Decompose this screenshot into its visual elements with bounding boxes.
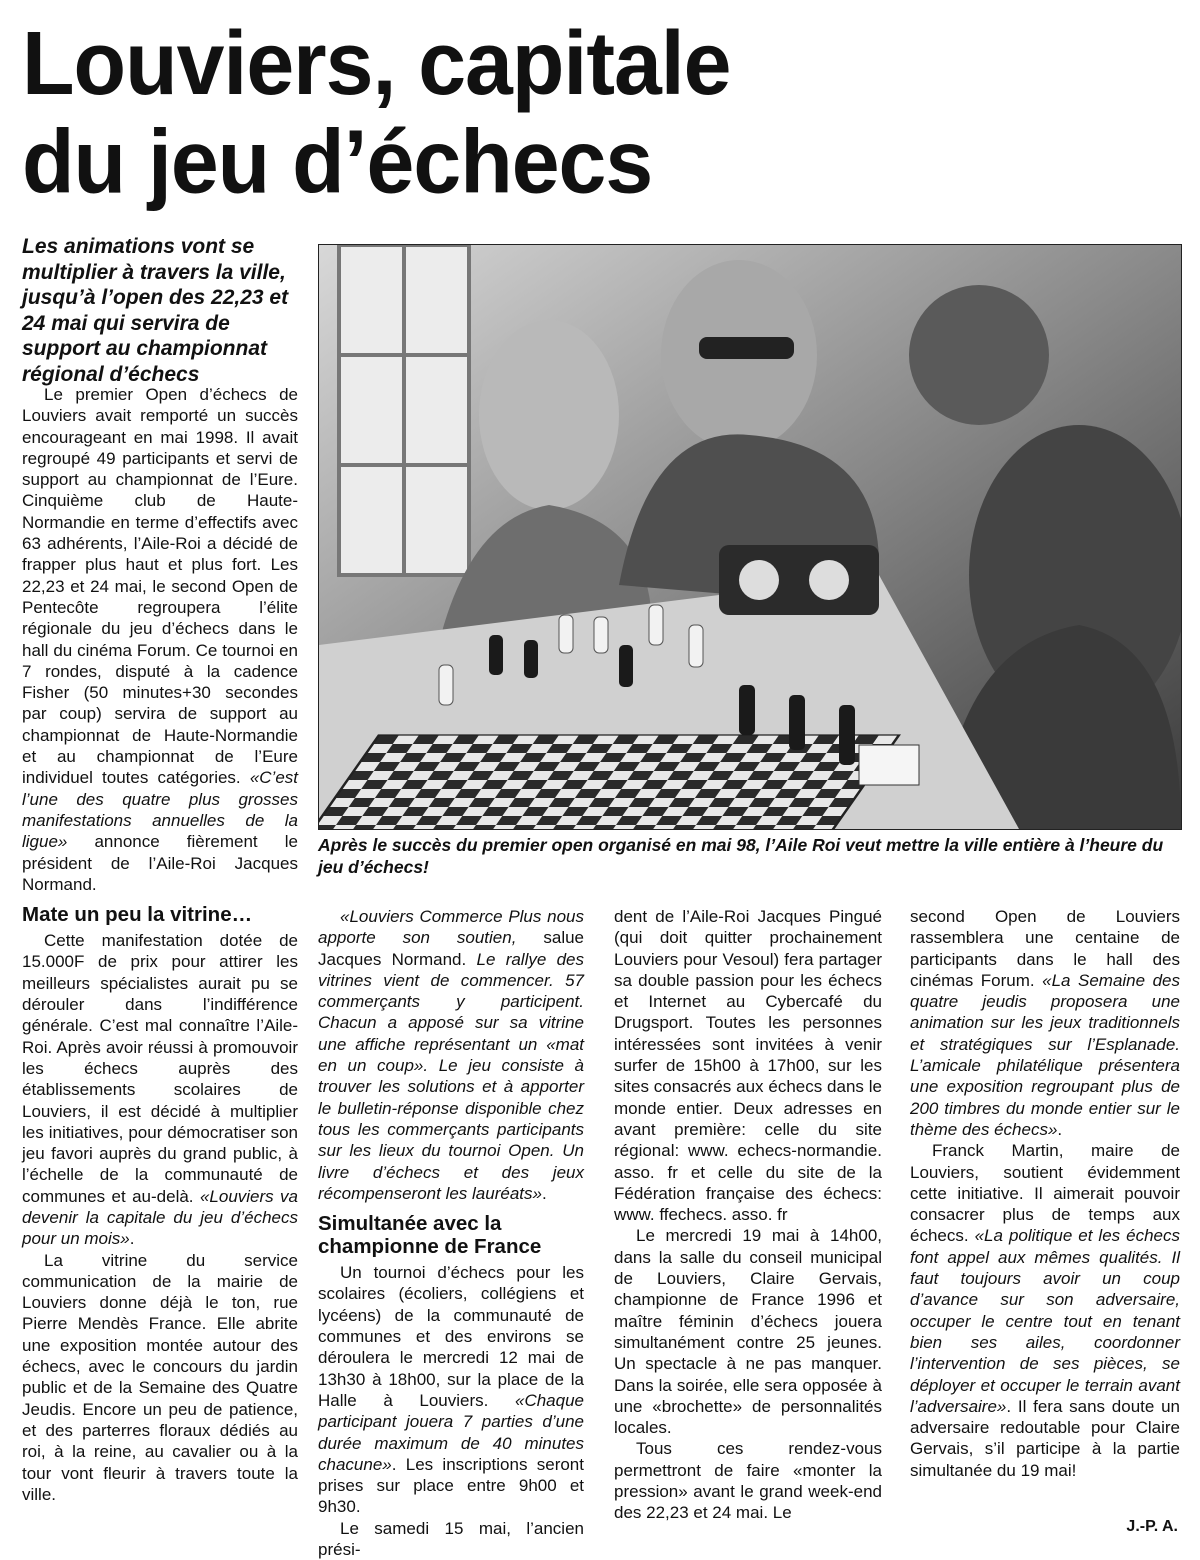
subheading-mate: Mate un peu la vitrine… xyxy=(22,903,253,927)
quote: «Chaque participant jouera 7 parties d’une durée maximum de 40 minutes chacune» xyxy=(318,1390,584,1474)
author-signature: J.-P. A. xyxy=(1126,1518,1178,1535)
quote: «Louviers va devenir la capitale du jeu d’échecs pour un mois» xyxy=(22,1186,299,1249)
paragraph xyxy=(22,930,298,1249)
text: second Open de Louviers rassemblera une centaine de participants dans le hall des cinémas Forum. xyxy=(910,907,1180,990)
photo-caption: Après le succès du premier open organisé en mai 98, l’Aile Roi veut mettre la ville entière à l’heure du jeu d’échecs! xyxy=(318,835,1164,877)
text: Franck Martin, maire de Louviers, soutient évidemment cette initiative. Il aimerait pouvoir consacrer plus de temps aux échecs. xyxy=(910,1141,1180,1246)
headline-line-1: Louviers, capitale xyxy=(22,12,731,114)
text: Un tournoi d’échecs pour les scolaires (écoliers, collégiens et lycéens) de la communauté de communes et des environs se déroulera le mercredi 12 mai de 13h30 à 18h00, sur la place de la Halle à Louviers. xyxy=(318,1263,584,1410)
quote: «La politique et les échecs font appel aux mêmes qualités. Il faut toujours avoir un coup d’avance sur son adversaire, occuper le centre tout en tenant bien ses ailes, coordonner l’intervention de ses pièces, se déployer et occuper le terrain avant l’adversaire» xyxy=(910,1226,1180,1416)
text: . xyxy=(541,1183,547,1203)
text: annonce fièrement le président de l’Aile-Roi Jacques Normand. xyxy=(22,832,298,894)
text: . Les inscriptions seront prises sur place entre 9h00 et 9h30. xyxy=(318,1454,584,1517)
text: . xyxy=(1057,1119,1063,1139)
subheading-simultanee: Simultanée avec la championne de France xyxy=(318,1212,542,1259)
photo-illustration xyxy=(319,245,1181,829)
paragraph xyxy=(22,384,298,895)
paragraph xyxy=(910,906,1180,1140)
quote: «La Semaine des quatre jeudis proposera une animation sur les jeux traditionnels et stratégiques sur l’Esplanade. L’amicale philatélique présentera une exposition regroupant plus de 200 timbres du monde entier sur le thème des échecs» xyxy=(910,970,1180,1139)
chess-players-photo xyxy=(318,244,1182,830)
headline xyxy=(22,14,1182,211)
article-column-4 xyxy=(910,906,1180,1481)
paragraph xyxy=(318,1262,584,1518)
lead-paragraph: Les animations vont se multiplier à travers la ville, jusqu’à l’open des 22,23 et 24 mai qui servira de support au championnat régional d’échecs xyxy=(22,235,289,386)
article-column-3 xyxy=(614,906,882,1524)
text: . Il fera sans doute un adversaire redoutable pour Claire Gervais, s’il participe à la partie simultanée du 19 mai! xyxy=(910,1396,1180,1480)
article-column-1 xyxy=(22,384,298,1505)
paragraph xyxy=(910,1140,1180,1481)
text: Cette manifestation dotée de 15.000F de prix pour attirer les meilleurs spécialistes aurait pu se dérouler dans l’indifférence générale. C’est mal connaître l’Aile-Roi. Après avoir réussi à promouvoir les échecs auprès des établissements scolaires de Louviers, il est décidé à multiplier les initiatives, pour démocratiser son jeu favori auprès du grand public, à l’échelle de la communauté de communes et au-delà. xyxy=(22,931,298,1206)
paragraph: Le mercredi 19 mai à 14h00, dans la salle du conseil municipal de Louviers, Claire Gervais, championne de France 1996 et maître féminin d’échecs jouera simultanément contre 25 jeunes. Un spectacle à ne pas manquer. Dans la soirée, elle sera opposée à une «brochette» de personnalités locales. xyxy=(614,1226,882,1438)
quote: «C’est l’une des quatre plus grosses manifestations annuelles de la ligue» xyxy=(22,768,298,852)
text: salue Jacques Normand. xyxy=(318,928,584,969)
paragraph xyxy=(318,906,584,1204)
text: Le premier Open d’échecs de Louviers avait remporté un succès encourageant en mai 1998. Il avait regroupé 49 participants et servi de support au championnat de l’Eure. Cinquième club de Haute-Normandie en terme d’effectifs avec 63 adhérents, l’Aile-Roi a décidé de frapper plus haut et plus fort. Les 22,23 et 24 mai, le second Open de Pentecôte regroupera l’élite régionale du jeu d’échecs dans le hall du cinéma Forum. Ce tournoi en 7 rondes, disputé à la cadence Fisher (50 minutes+30 secondes par coup) servira de support au championnat de Haute-Normandie et au championnat de l’Eure individuel toutes catégories. xyxy=(22,385,298,788)
paragraph: La vitrine du service communication de la mairie de Louviers donne déjà le ton, rue Pierre Mendès France. Elle abrite une exposition montée autour des échecs, avec le concours du jardin public et de la Semaine des Quatre Jeudis. Encore un peu de patience, et des parterres floraux dédiés au roi, à la reine, au cavalier ou à la tour vont fleurir à travers toute la ville. xyxy=(22,1250,298,1504)
article-column-2 xyxy=(318,906,584,1560)
paragraph: Tous ces rendez-vous permettront de faire «monter la pression» avant le grand week-end des 22,23 et 24 mai. Le xyxy=(614,1439,882,1523)
quote: Le rallye des vitrines vient de commencer. 57 commerçants y participent. Chacun a apposé sur sa vitrine une affiche représentant un «mat en un coup». Le jeu consiste à trouver les solutions et à apporter le bulletin-réponse disponible chez tous les commerçants participants sur les lieux du tournoi Open. Un livre d’échecs et des jeux récompenseront les lauréats» xyxy=(318,949,584,1203)
text: . xyxy=(129,1229,135,1249)
paragraph: dent de l’Aile-Roi Jacques Pingué (qui doit quitter prochainement Louviers pour Vesoul) fera partager sa double passion pour les échecs et Internet au Cybercafé du Drugsport. Toutes les personnes intéressées sont invitées à venir surfer de 15h00 à 17h00, sur les sites consacrés aux échecs dans le monde entier. Deux adresses en avant première: celle du site régional: www. echecs-normandie. asso. fr et celle du site de la Fédération française des échecs: www. ffechecs. asso. fr xyxy=(614,907,882,1225)
headline-line-2: du jeu d’échecs xyxy=(22,111,653,213)
paragraph: Le samedi 15 mai, l’ancien prési- xyxy=(318,1518,584,1560)
quote: «Louviers Commerce Plus nous apporte son soutien, xyxy=(318,907,584,948)
